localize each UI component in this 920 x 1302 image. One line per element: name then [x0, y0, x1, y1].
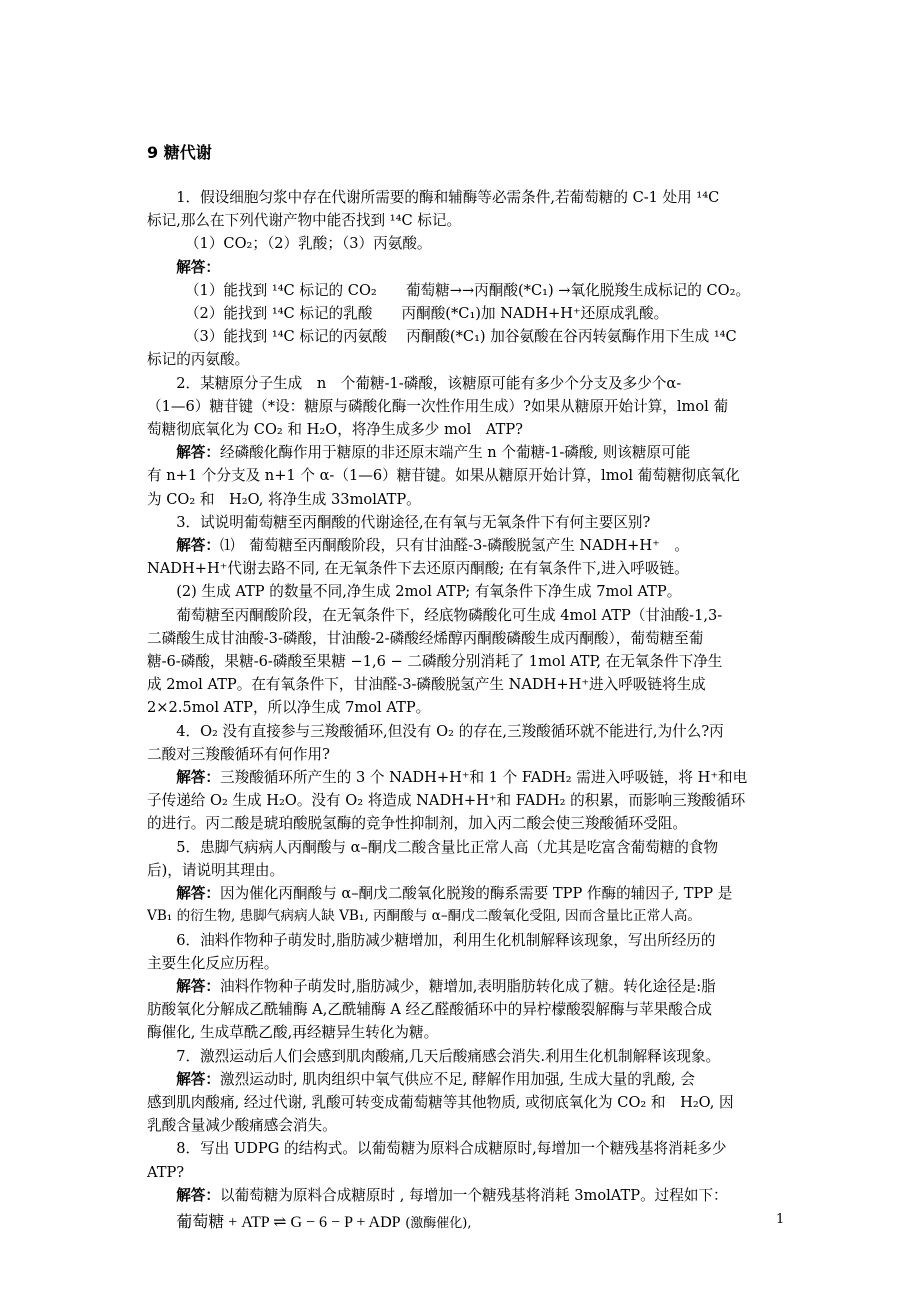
q7-answer-2: 感到肌肉酸痛, 经过代谢, 乳酸可转变成葡萄糖等其他物质, 或彻底氧化为 CO₂ 和 H₂O, 因 — [147, 1093, 734, 1111]
q2-answer-label: 解答： — [176, 444, 220, 462]
q1-answer-2: （2）能找到 ¹⁴C 标记的乳酸 丙酮酸(*C₁)加 NADH+H⁺还原成乳酸。 — [184, 305, 669, 323]
q3-answer-label: 解答： — [176, 537, 220, 555]
q7-answer-1: 解答：激烈运动时, 肌肉组织中氧气供应不足, 酵解作用加强, 生成大量的乳酸, 会 — [176, 1070, 695, 1088]
q2-answer-1: 解答：经磷酸化酶作用于糖原的非还原末端产生 n 个葡糖-1-磷酸, 则该糖原可能 — [176, 444, 691, 462]
q5-answer-1: 解答：因为催化丙酮酸与 α–酮戊二酸氧化脱羧的酶系需要 TPP 作酶的辅因子, TPP 是 — [176, 885, 733, 903]
q4-answer-label: 解答： — [176, 769, 220, 787]
q2-answer-3: 为 CO₂ 和 H₂O, 将净生成 33molATP。 — [147, 490, 421, 508]
q3-answer-6: 糖-6-磷酸，果糖-6-磷酸至果糖 −1,6 − 二磷酸分别消耗了 1mol ATP, 在无氧条件下净生 — [147, 653, 723, 671]
q1-answer-3: （3）能找到 ¹⁴C 标记的丙氨酸 丙酮酸(*C₁) 加谷氨酸在谷丙转氨酶作用下生成 ¹⁴C — [184, 328, 737, 346]
q2-line-3: 萄糖彻底氧化为 CO₂ 和 H₂O，将净生成多少 mol ATP? — [147, 421, 523, 439]
q6-answer-2: 肪酸氧化分解成乙酰辅酶 A,乙酰辅酶 A 经乙醛酸循环中的异柠檬酸裂解酶与苹果酸合成 — [147, 1001, 713, 1019]
q2-line-2: （1—6）糖苷键（*设：糖原与磷酸化酶一次性作用生成）?如果从糖原开始计算，lmol 葡 — [147, 397, 729, 415]
q8-line-1: 8．写出 UDPG 的结构式。以葡萄糖为原料合成糖原时,每增加一个糖残基将消耗多少 — [176, 1140, 727, 1158]
q4-line-1: 4．O₂ 没有直接参与三羧酸循环,但没有 O₂ 的存在,三羧酸循环就不能进行,为什么?丙 — [176, 722, 724, 740]
q2-answer-2: 有 n+1 个分支及 n+1 个 α-（1—6）糖苷键。如果从糖原开始计算，lmol 葡萄糖彻底氧化 — [147, 467, 740, 485]
q6-answer-label: 解答： — [176, 977, 220, 995]
q5-line-2: 后)，请说明其理由。 — [147, 861, 285, 879]
chapter-heading: 9 糖代谢 — [147, 143, 212, 162]
q3-answer-7: 成 2mol ATP。在有氧条件下，甘油醛-3-磷酸脱氢产生 NADH+H⁺进入呼吸链将生成 — [147, 676, 706, 694]
q8-answer-1: 解答：以葡萄糖为原料合成糖原时 , 每增加一个糖残基将消耗 3molATP。过程如下： — [176, 1186, 728, 1204]
q7-line-1: 7．激烈运动后人们会感到肌肉酸痛,几天后酸痛感会消失.利用生化机制解释该现象。 — [176, 1047, 721, 1065]
q5-line-1: 5．患脚气病病人丙酮酸与 α–酮戊二酸含量比正常人高（尤其是吃富含葡萄糖的食物 — [176, 838, 719, 856]
q6-line-1: 6．油料作物种子萌发时,脂肪减少糖增加，利用生化机制解释该现象，写出所经历的 — [176, 931, 716, 949]
q3-line-1: 3．试说明葡萄糖至丙酮酸的代谢途径,在有氧与无氧条件下有何主要区别? — [176, 513, 651, 531]
q5-answer-2: VB₁ 的衍生物, 患脚气病病人缺 VB₁, 丙酮酸与 α–酮戊二酸氧化受阻, 因而含量比正常人高。 — [147, 908, 701, 925]
q7-answer-label: 解答： — [176, 1070, 220, 1088]
q8-formula — [147, 1211, 772, 1235]
q1-line-3: （1）CO₂；（2）乳酸；（3）丙氨酸。 — [184, 235, 432, 253]
q1-line-2: 标记,那么在下列代谢产物中能否找到 ¹⁴C 标记。 — [147, 212, 462, 230]
q4-line-2: 二酸对三羧酸循环有何作用? — [147, 745, 330, 763]
q5-answer-label: 解答： — [176, 885, 220, 903]
q6-answer-3: 酶催化, 生成草酰乙酸,再经糖异生转化为糖。 — [147, 1024, 439, 1042]
q2-line-1: 2．某糖原分子生成 n 个葡糖-1-磷酸，该糖原可能有多少个分支及多少个α- — [176, 374, 682, 392]
q4-answer-1: 解答：三羧酸循环所产生的 3 个 NADH+H⁺和 1 个 FADH₂ 需进入呼吸链，将 H⁺和电 — [176, 769, 748, 787]
formula-note: (激酶催化), — [405, 1215, 472, 1231]
q3-answer-2: NADH+H⁺代谢去路不同, 在无氧条件下去还原丙酮酸; 在有氧条件下,进入呼吸链。 — [147, 560, 689, 578]
q7-answer-3: 乳酸含量减少酸痛感会消失。 — [147, 1117, 337, 1135]
q1-line-1: 1．假设细胞匀浆中存在代谢所需要的酶和辅酶等必需条件,若葡萄糖的 C-1 处用 ¹⁴C — [176, 189, 720, 206]
q3-answer-8: 2×2.5mol ATP，所以净生成 7mol ATP。 — [147, 699, 431, 717]
q3-answer-5: 二磷酸生成甘油酸-3-磷酸，甘油酸-2-磷酸经烯醇丙酮酸磷酸生成丙酮酸），葡萄糖至葡 — [147, 629, 704, 647]
q6-answer-1: 解答：油料作物种子萌发时,脂肪减少，糖增加,表明脂肪转化成了糖。转化途径是:脂 — [176, 977, 716, 995]
q8-answer-label: 解答： — [176, 1186, 220, 1204]
document-body — [147, 186, 772, 1235]
q4-answer-2: 子传递给 O₂ 生成 H₂O。没有 O₂ 将造成 NADH+H⁺和 FADH₂ 的积累，而影响三羧酸循环 — [147, 792, 746, 810]
q3-answer-3: (2) 生成 ATP 的数量不同,净生成 2mol ATP; 有氧条件下净生成 7mol ATP。 — [176, 583, 682, 601]
q6-line-2: 主要生化反应历程。 — [147, 954, 279, 972]
q1-answer-label: 解答： — [176, 258, 220, 276]
q8-line-2: ATP? — [147, 1163, 185, 1181]
glycogen-formula: 葡萄糖 + ATP ⇌ G − 6 − P + ADP — [176, 1213, 401, 1231]
page-number: 1 — [776, 1212, 785, 1227]
q3-answer-1: 解答：⑴ 葡萄糖至丙酮酸阶段，只有甘油醛-3-磷酸脱氢产生 NADH+H⁺ 。 — [176, 537, 690, 555]
q4-answer-3: 的进行。丙二酸是琥珀酸脱氢酶的竞争性抑制剂，加入丙二酸会使三羧酸循环受阻。 — [147, 815, 687, 833]
q1-answer-4: 标记的丙氨酸。 — [147, 351, 250, 369]
q3-answer-4: 葡萄糖至丙酮酸阶段，在无氧条件下，经底物磷酸化可生成 4mol ATP（甘油酸-1,3- — [176, 606, 723, 624]
q1-answer-1: （1）能找到 ¹⁴C 标记的 CO₂ 葡萄糖→→丙酮酸(*C₁) →氧化脱羧生成标记的 CO₂。 — [184, 281, 751, 299]
